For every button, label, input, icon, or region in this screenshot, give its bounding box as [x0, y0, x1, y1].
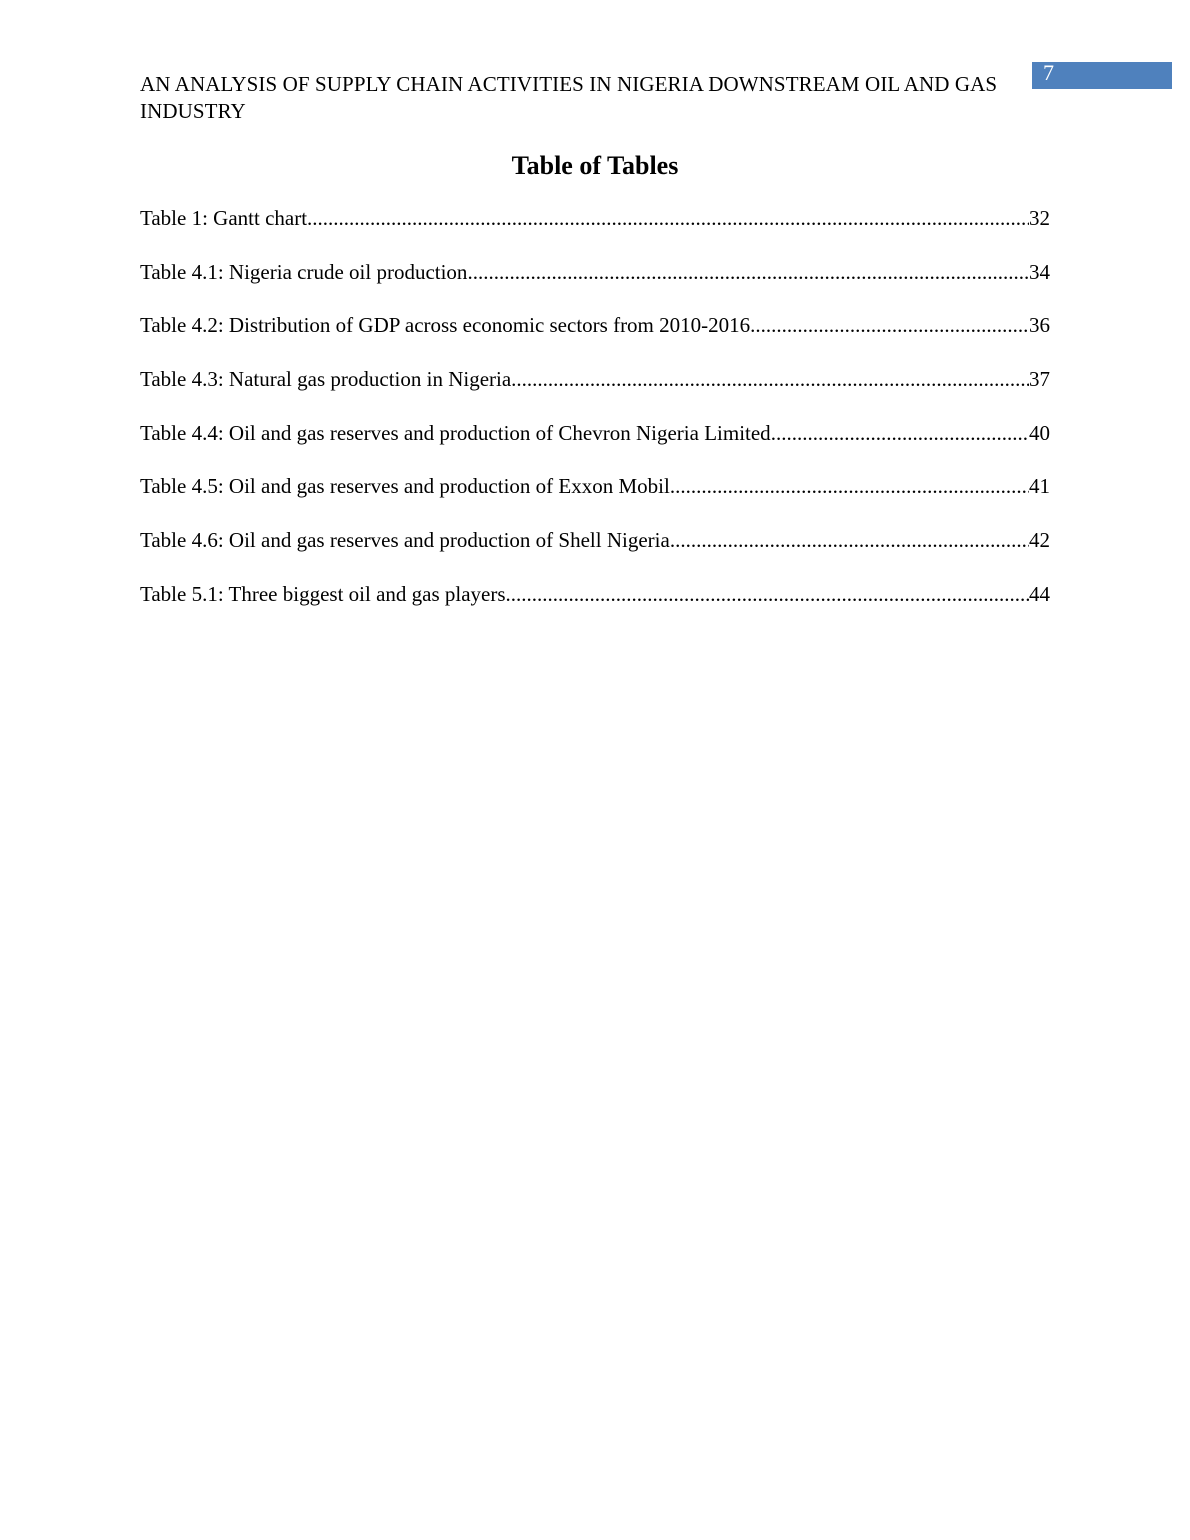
- running-header: AN ANALYSIS OF SUPPLY CHAIN ACTIVITIES IN NIGERIA DOWNSTREAM OIL AND GAS INDUSTRY: [140, 72, 998, 123]
- toc-dot-leader: [750, 311, 1029, 339]
- toc-entry-label: Table 4.6: Oil and gas reserves and production of Shell Nigeria: [140, 528, 670, 553]
- toc-dot-leader: [467, 258, 1029, 286]
- page-title: Table of Tables: [511, 151, 679, 180]
- toc-dot-leader: [307, 204, 1029, 232]
- toc-entry[interactable]: [140, 311, 1050, 365]
- toc-dot-leader: [771, 419, 1029, 447]
- toc-entry-page: 42: [1029, 528, 1050, 553]
- toc-entry-label: Table 4.1: Nigeria crude oil production: [140, 259, 468, 284]
- toc-entry-page: 44: [1029, 581, 1050, 606]
- page-number: 7: [1043, 60, 1054, 85]
- toc-dot-leader: [511, 365, 1029, 393]
- toc-entry[interactable]: [140, 472, 1050, 526]
- toc-entry-label: Table 4.5: Oil and gas reserves and production of Exxon Mobil: [140, 474, 670, 499]
- toc-entry-page: 36: [1029, 313, 1050, 338]
- toc-entry-label: Table 4.4: Oil and gas reserves and production of Chevron Nigeria Limited: [140, 420, 771, 445]
- toc-dot-leader: [670, 526, 1029, 554]
- toc-entry-page: 34: [1029, 259, 1050, 284]
- toc-entry[interactable]: [140, 258, 1050, 312]
- toc-entry[interactable]: [140, 419, 1050, 473]
- toc-entry-label: Table 4.3: Natural gas production in Nigeria: [140, 367, 512, 392]
- toc-entry[interactable]: [140, 526, 1050, 580]
- toc-entry-page: 41: [1029, 474, 1050, 499]
- toc-entry-label: Table 4.2: Distribution of GDP across economic sectors from 2010-2016: [140, 313, 751, 338]
- toc-dot-leader: [506, 580, 1029, 608]
- toc-entry-page: 37: [1029, 367, 1050, 392]
- toc-entry[interactable]: [140, 204, 1050, 258]
- toc-entry[interactable]: [140, 365, 1050, 419]
- toc-entry-page: 40: [1029, 420, 1050, 445]
- toc-dot-leader: [670, 472, 1029, 500]
- toc-entry[interactable]: [140, 580, 1050, 634]
- toc-entry-label: Table 5.1: Three biggest oil and gas players: [140, 581, 506, 606]
- toc-entry-page: 32: [1029, 206, 1050, 230]
- toc-entry-label: Table 1: Gantt chart: [140, 206, 308, 230]
- table-of-tables-list: [140, 204, 1050, 634]
